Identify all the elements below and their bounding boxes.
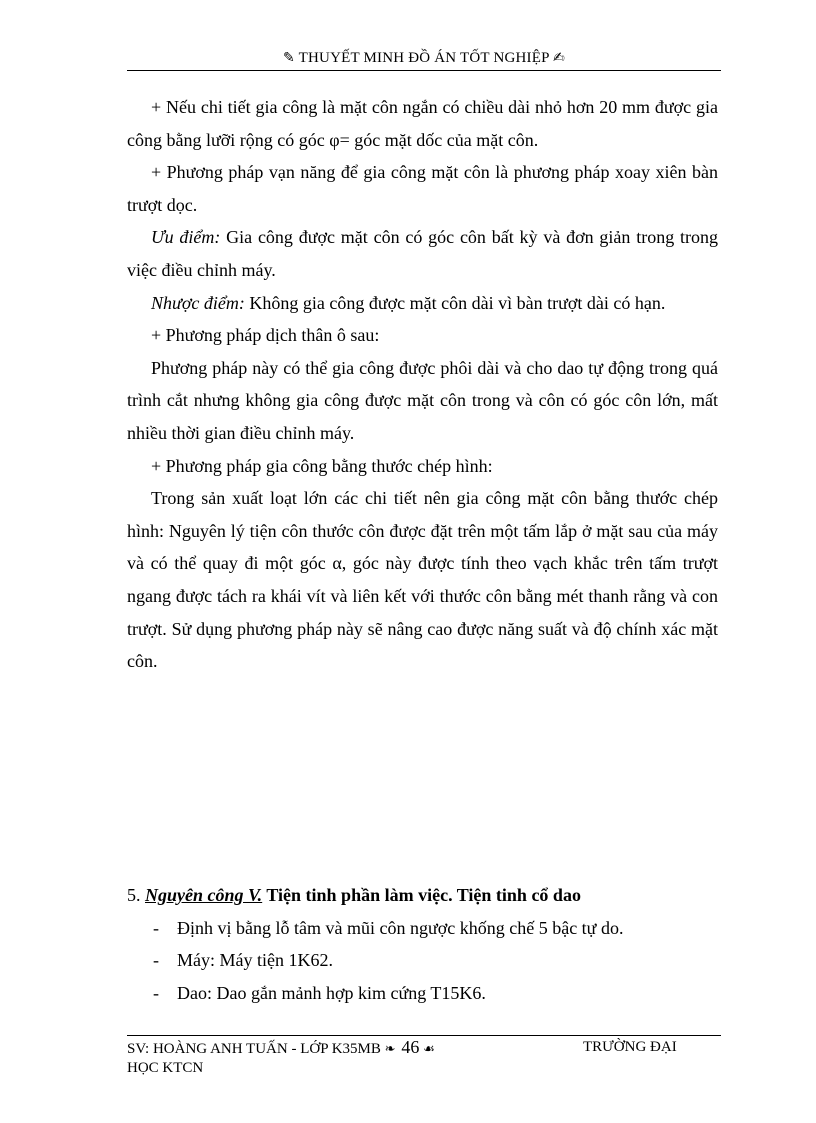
footer-author: SV: HOÀNG ANH TUẤN - LỚP K35MB <box>127 1041 381 1057</box>
operation-name: Nguyên công V. <box>145 885 263 905</box>
operation-section <box>127 879 718 1009</box>
footer-school: TRƯỜNG ĐẠI <box>583 1039 677 1055</box>
paragraph-tailstock-method: + Phương pháp dịch thân ô sau: <box>151 325 380 346</box>
page-number: 46 <box>401 1037 420 1057</box>
advantages-label: Ưu điểm: <box>151 227 221 248</box>
disadvantages-label: Nhược điểm: <box>151 292 245 313</box>
disadvantages-text: Không gia công được mặt côn dài vì bàn trượt dài có hạn. <box>244 292 666 313</box>
section-heading <box>127 879 718 912</box>
bullet-dash: - <box>153 917 159 938</box>
paragraph-advantages <box>127 221 718 286</box>
operation-list <box>127 912 718 1010</box>
paragraph-template-desc: Trong sản xuất loạt lớn các chi tiết nên gia công mặt côn bằng thước chép hình: Nguyên lý tiện côn thước côn được đặt trên một tấm lắp ở mặt sau của máy và có thể quay đi một góc α, góc này được tính theo vạch khắc trên tấm trượt ngang được tách ra khái vít và liên kết với thước côn bằng mét thanh rằng và con trượt. Sử dụng phương pháp này sẽ nâng cao được năng suất và độ chính xác mặt côn. <box>127 488 718 672</box>
paragraph-short-cone: + Nếu chi tiết gia công là mặt côn ngắn có chiều dài nhỏ hơn 20 mm được gia công bằng lưỡi rộng có góc φ= góc mặt dốc của mặt côn. <box>127 97 718 150</box>
document-title: THUYẾT MINH ĐỒ ÁN TỐT NGHIỆP <box>298 50 550 66</box>
list-item: - Định vị bằng lỗ tâm và mũi côn ngược khống chế 5 bậc tự do. <box>127 912 718 945</box>
bullet-dash: - <box>153 950 159 971</box>
paragraph-universal-method: + Phương pháp vạn năng để gia công mặt côn là phương pháp xoay xiên bàn trượt dọc. <box>127 162 718 215</box>
ornament-left-icon: ✎ <box>283 50 295 66</box>
section-number: 5. <box>127 885 145 905</box>
paragraph-template-method: + Phương pháp gia công bằng thước chép hình: <box>151 455 493 476</box>
footer-school-cont: HỌC KTCN <box>127 1060 204 1076</box>
bullet-dash: - <box>153 982 159 1003</box>
advantages-text: Gia công được mặt côn có góc côn bất kỳ và đơn giản trong trong việc điều chỉnh máy. <box>127 227 718 280</box>
ornament-page-right-icon: ☙ <box>423 1042 435 1057</box>
ornament-right-icon: ✍ <box>553 50 565 66</box>
list-item: - Máy: Máy tiện 1K62. <box>127 944 718 977</box>
operation-title: Tiện tinh phần làm việc. Tiện tinh cổ dao <box>262 885 581 905</box>
body-text <box>127 91 718 678</box>
list-item: - Dao: Dao gắn mảnh hợp kim cứng T15K6. <box>127 977 718 1010</box>
header-divider <box>127 70 721 71</box>
ornament-page-left-icon: ❧ <box>384 1042 396 1057</box>
paragraph-disadvantages <box>127 287 718 320</box>
footer-divider <box>127 1035 721 1036</box>
page-header <box>127 50 721 67</box>
page-footer <box>127 1038 721 1078</box>
paragraph-tailstock-desc: Phương pháp này có thể gia công được phôi dài và cho dao tự động trong quá trình cắt nhưng không gia công được mặt côn trong và côn có góc côn lớn, mất nhiều thời gian điều chỉnh máy. <box>127 357 718 443</box>
